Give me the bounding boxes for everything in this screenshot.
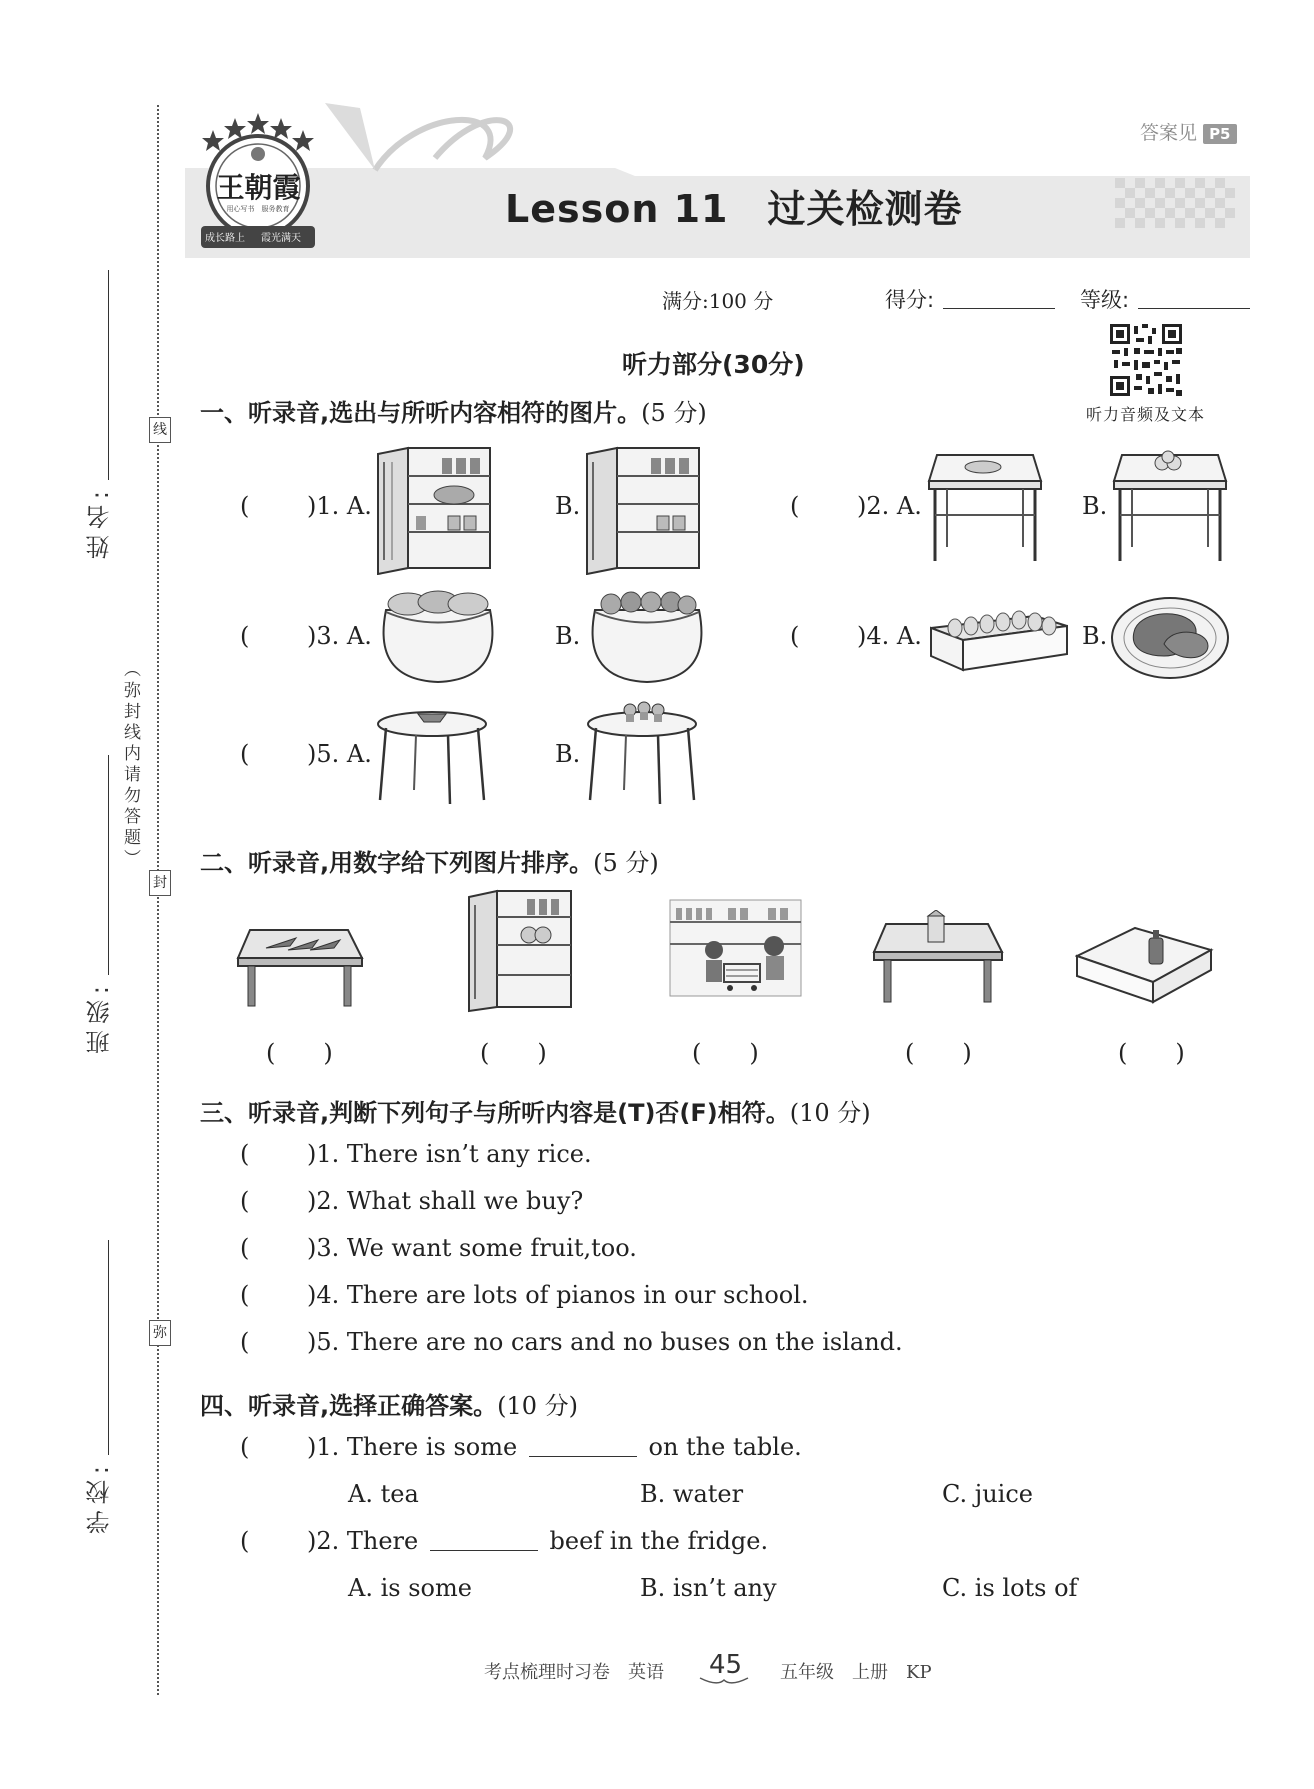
s1-q1-a-label: )1. A.: [307, 492, 372, 520]
s4-q2-option-b[interactable]: B. isn’t any: [640, 1574, 777, 1602]
s4-q2-post: beef in the fridge.: [549, 1527, 769, 1555]
paren-open[interactable]: (: [240, 1281, 250, 1309]
fridge-empty-shelf-picture[interactable]: [585, 440, 705, 579]
answer-ref-label: 答案见: [1140, 122, 1198, 144]
table-with-dish-picture[interactable]: [925, 447, 1045, 569]
table-with-fruit-picture[interactable]: [1110, 447, 1230, 569]
s4-q2-option-a[interactable]: A. is some: [348, 1574, 472, 1602]
paren-open[interactable]: (: [790, 622, 800, 650]
section3-points: (10 分): [789, 1099, 871, 1127]
s1-q4-a-label: )4. A.: [857, 622, 922, 650]
s4-q1-pre: )1. There is some: [307, 1433, 518, 1461]
order-answer-blank[interactable]: ( ): [1118, 1039, 1185, 1067]
s4-q2-option-c[interactable]: C. is lots of: [942, 1574, 1078, 1602]
sack-of-bread-picture[interactable]: [378, 590, 498, 689]
order-answer-blank[interactable]: ( ): [905, 1039, 972, 1067]
binding-dotted-line: [157, 105, 159, 1695]
order-answer-blank[interactable]: ( ): [692, 1039, 759, 1067]
paren-open[interactable]: (: [240, 1527, 250, 1555]
s4-question-1: [307, 1433, 802, 1461]
section4-title: 四、听录音,选择正确答案。: [200, 1392, 498, 1420]
answer-ref-page: P5: [1203, 124, 1236, 144]
footer-left: 考点梳理时习卷 英语: [484, 1662, 664, 1683]
s1-q2-a-label: )2. A.: [857, 492, 922, 520]
s3-item-3: )3. We want some fruit,too.: [307, 1234, 637, 1262]
paren-open[interactable]: (: [240, 1187, 250, 1215]
s1-q5-a-label: )5. A.: [307, 740, 372, 768]
listening-title: 听力部分(30分): [622, 350, 805, 379]
s3-item-5: )5. There are no cars and no buses on the island.: [307, 1328, 903, 1356]
s4-q2-pre: )2. There: [307, 1527, 419, 1555]
section2-points: (5 分): [593, 849, 659, 877]
s4-q1-option-c[interactable]: C. juice: [942, 1480, 1033, 1508]
name-label: 姓名:: [86, 485, 114, 560]
score-input-line[interactable]: [943, 308, 1055, 309]
school-field-line[interactable]: [108, 1240, 109, 1455]
s3-item-4: )4. There are lots of pianos in our school.: [307, 1281, 809, 1309]
s1-q1-b-label: B.: [555, 492, 581, 520]
section1-title: 一、听录音,选出与所听内容相符的图片。: [200, 399, 642, 427]
section4-heading: [200, 1386, 578, 1421]
box-of-eggs-picture[interactable]: [925, 598, 1070, 677]
order-answer-blank[interactable]: ( ): [266, 1039, 333, 1067]
section3-heading: [200, 1093, 871, 1128]
logo-text: 王朝霞: [216, 171, 301, 204]
s1-q4-b-label: B.: [1082, 622, 1108, 650]
logo-motto-left: 成长路上: [205, 233, 245, 244]
s4-q1-post: on the table.: [648, 1433, 802, 1461]
qr-caption: 听力音频及文本: [1086, 405, 1206, 424]
class-label: 班级:: [86, 980, 114, 1055]
s3-item-2: )2. What shall we buy?: [307, 1187, 584, 1215]
name-field-line[interactable]: [108, 270, 109, 480]
mark-mi: 弥: [149, 1320, 171, 1346]
table-with-carrots-picture[interactable]: [236, 918, 366, 1012]
grade-label: 等级:: [1080, 288, 1130, 312]
answer-reference: [1140, 118, 1237, 145]
page-number-book-icon: [698, 1676, 750, 1686]
publisher-logo: [193, 108, 323, 258]
supermarket-shopping-picture[interactable]: [668, 898, 803, 1002]
paren-open[interactable]: (: [240, 740, 250, 768]
s4-q1-option-b[interactable]: B. water: [640, 1480, 744, 1508]
round-table-with-bowl-picture[interactable]: [374, 700, 490, 809]
sack-of-tomatoes-picture[interactable]: [587, 590, 707, 689]
score-label: 得分:: [885, 288, 935, 312]
section1-points: (5 分): [641, 399, 707, 427]
logo-slogan: 用心写书 服务教育: [226, 205, 290, 213]
section4-points: (10 分): [497, 1392, 579, 1420]
logo-motto-right: 霞光满天: [261, 233, 301, 244]
s4-q1-option-a[interactable]: A. tea: [348, 1480, 419, 1508]
page-number: 45: [709, 1650, 743, 1680]
mark-seal: 封: [149, 870, 171, 896]
s1-q3-a-label: )3. A.: [307, 622, 372, 650]
table-with-milk-carton-picture[interactable]: [872, 910, 1007, 1010]
fridge-with-chicken-picture[interactable]: [376, 440, 496, 579]
section3-title: 三、听录音,判断下列句子与所听内容是(T)否(F)相符。: [200, 1099, 790, 1127]
s4-question-2: [307, 1527, 768, 1555]
qr-code-icon[interactable]: [1108, 322, 1184, 398]
paren-open[interactable]: (: [240, 1433, 250, 1461]
order-answer-blank[interactable]: ( ): [480, 1039, 547, 1067]
paren-open[interactable]: (: [240, 1234, 250, 1262]
section1-heading: [200, 393, 707, 428]
fridge-with-food-picture[interactable]: [467, 885, 575, 1017]
s1-q5-b-label: B.: [555, 740, 581, 768]
paren-open[interactable]: (: [790, 492, 800, 520]
paren-open[interactable]: (: [240, 622, 250, 650]
mark-line: 线: [149, 417, 171, 443]
class-field-line[interactable]: [108, 755, 109, 975]
section2-title: 二、听录音,用数字给下列图片排序。: [200, 849, 594, 877]
seal-notice: （弥封线内请勿答题）: [120, 660, 140, 870]
s1-q2-b-label: B.: [1082, 492, 1108, 520]
footer-right: 五年级 上册 KP: [780, 1662, 932, 1683]
box-with-bottle-picture[interactable]: [1075, 916, 1215, 1010]
round-table-with-cakes-picture[interactable]: [584, 700, 700, 809]
paren-open[interactable]: (: [240, 492, 250, 520]
s4-q1-blank[interactable]: [529, 1434, 637, 1457]
plate-of-beef-picture[interactable]: [1108, 594, 1233, 686]
school-label: 学校:: [86, 1460, 114, 1535]
paren-open[interactable]: (: [240, 1140, 250, 1168]
section2-heading: [200, 843, 659, 878]
s4-q2-blank[interactable]: [430, 1528, 538, 1551]
s1-q3-b-label: B.: [555, 622, 581, 650]
full-score: 满分:100 分: [662, 289, 774, 313]
s3-item-1: )1. There isn’t any rice.: [307, 1140, 592, 1168]
paren-open[interactable]: (: [240, 1328, 250, 1356]
page-title: Lesson 11 过关检测卷: [505, 187, 963, 231]
grade-input-line[interactable]: [1138, 308, 1250, 309]
